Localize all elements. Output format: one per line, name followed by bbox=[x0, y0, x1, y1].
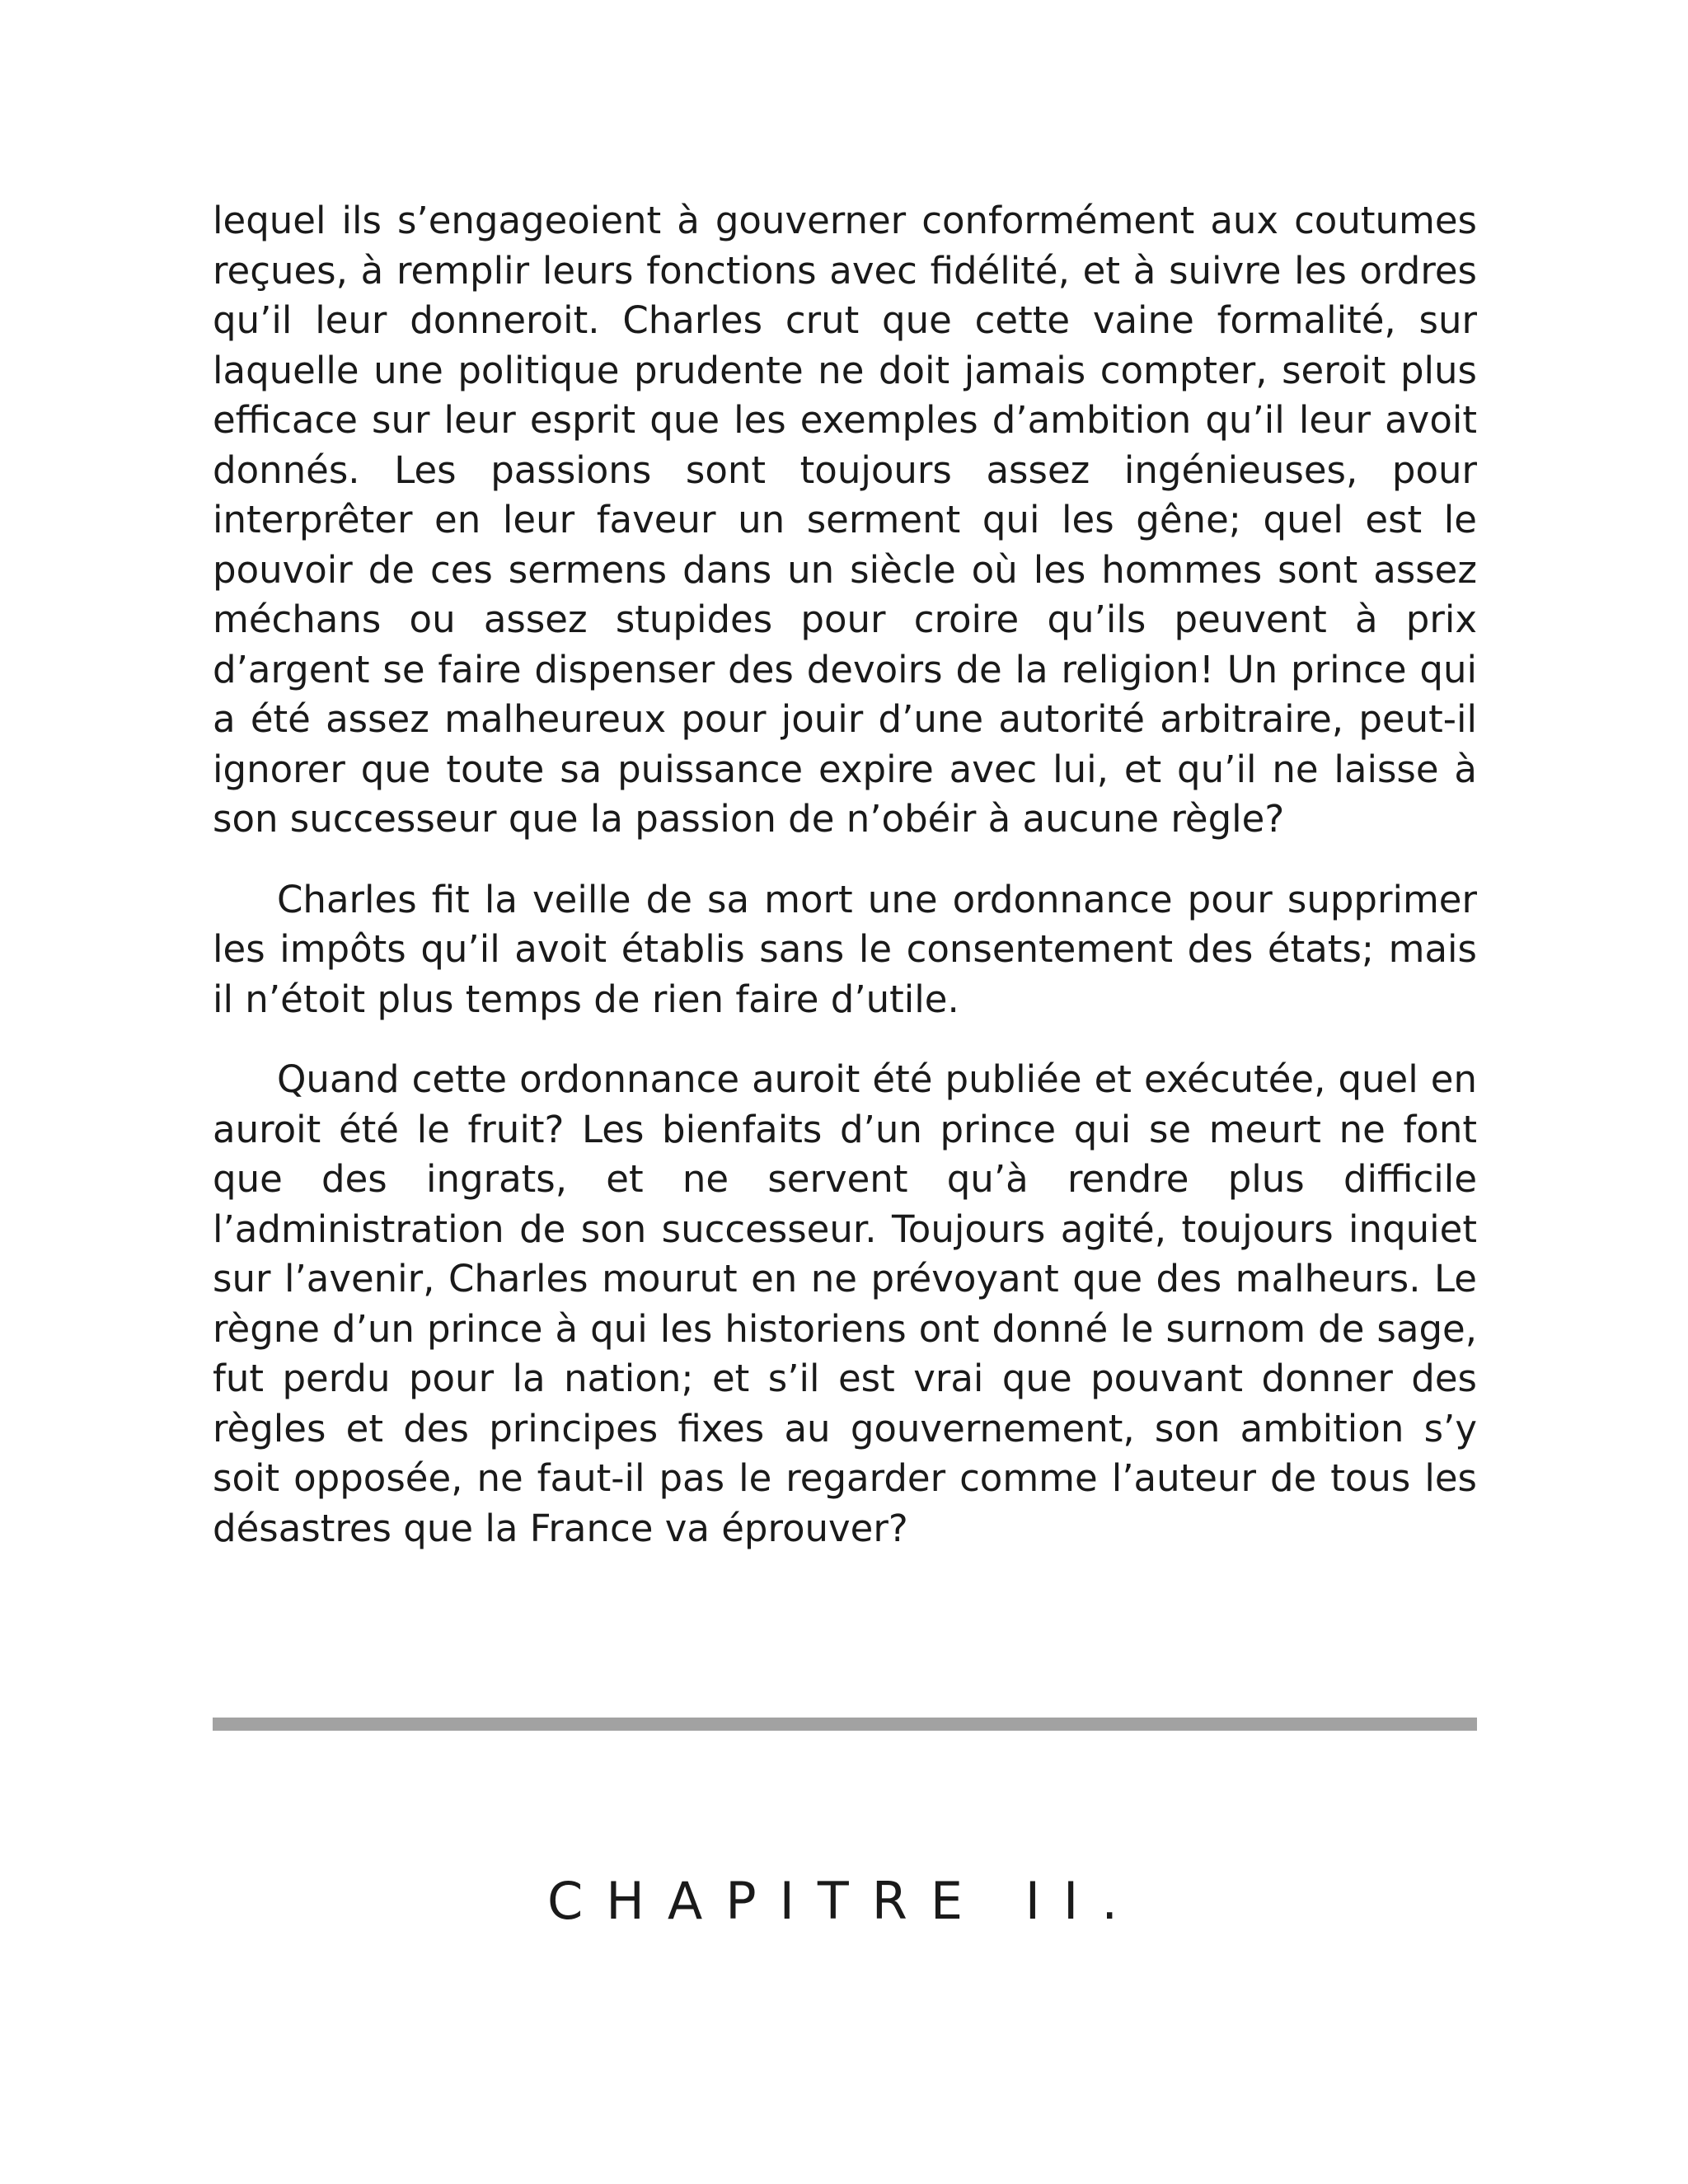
paragraph-conclusion: Quand cette ordonnance auroit été publiée et exécutée, quel en auroit été le fruit? Les bienfaits d’un prince qui se meurt ne font que des ingrats, et ne servent qu’à rendre plus difficile l’administration de son successeur. Toujours agité, toujours inquiet sur l’avenir, Charles mourut en ne prévoyant que des malheurs. Le règne d’un prince à qui les historiens ont donné le surnom de sage, fut perdu pour la nation; et s’il est vrai que pouvant donner des règles et des principes fixes au gouvernement, son ambition s’y soit opposée, ne faut-il pas le regarder comme l’auteur de tous les désastres que la France va éprouver? bbox=[213, 1057, 1477, 1550]
text-body bbox=[213, 196, 1477, 1554]
paragraph-ordonnance: Charles fit la veille de sa mort une ordonnance pour supprimer les impôts qu’il avoit établis sans le consentement des états; mais il n’étoit plus temps de rien faire d’utile. bbox=[213, 877, 1477, 1021]
section-divider bbox=[213, 1718, 1477, 1731]
chapter-heading: CHAPITRE II. bbox=[546, 1871, 1142, 1931]
paragraph-continuation: lequel ils s’engageoient à gouverner conformément aux coutumes reçues, à remplir leurs fonctions avec fidélité, et à suivre les ordres qu’il leur donneroit. Charles crut que cette vaine formalité, sur laquelle une politique prudente ne doit jamais compter, seroit plus efficace sur leur esprit que les exemples d’ambition qu’il leur avoit donnés. Les passions sont toujours assez ingénieuses, pour interprêter en leur faveur un serment qui les gêne; quel est le pouvoir de ces sermens dans un siècle où les hommes sont assez méchans ou assez stupides pour croire qu’ils peuvent à prix d’argent se faire dispenser des devoirs de la religion! Un prince qui a été assez malheureux pour jouir d’une autorité arbitraire, peut-il ignorer que toute sa puissance expire avec lui, et qu’il ne laisse à son successeur que la passion de n’obéir à aucune règle? bbox=[213, 199, 1477, 841]
